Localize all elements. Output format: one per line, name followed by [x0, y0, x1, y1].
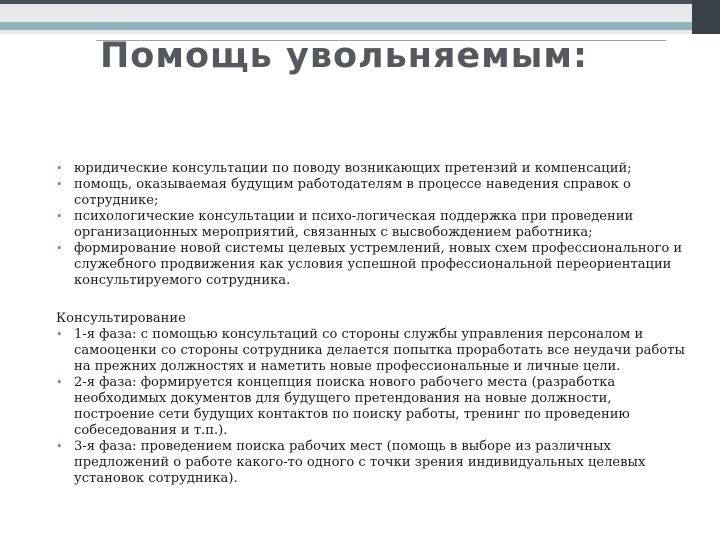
list-item-text: формирование новой системы целевых устремлений, новых схем профессионального и служебного продвижения как условия успешной профессиональной переориентации консультируемого сотрудника. [74, 241, 683, 288]
bullet-icon: • [56, 440, 63, 453]
bullet-icon: • [56, 328, 63, 341]
list-item [56, 439, 692, 487]
slide-title: Помощь увольняемым: [100, 36, 589, 76]
list-item [56, 375, 692, 439]
list-item [56, 161, 692, 177]
list-item [56, 209, 692, 241]
list-item [56, 241, 692, 289]
bullet-icon: • [56, 376, 63, 389]
list-item [56, 327, 692, 375]
slide-content [56, 161, 692, 487]
header-accent-strip [0, 22, 692, 30]
list-item-text: 1-я фаза: с помощью консультаций со стороны службы управления персоналом и самооценки со стороны сотрудника делается попытка проработать все неудачи работы на прежних должностях и наметить новые профессиональные и личные цели. [74, 327, 685, 374]
bullet-icon: • [56, 162, 63, 175]
bullet-icon: • [56, 178, 63, 191]
header-dark-cap [0, 0, 720, 4]
list-item-text: 2-я фаза: формируется концепция поиска нового рабочего места (разработка необходимых документов для будущего претендования на новые должности, построение сети будущих контактов по поиску работы, тренинг по проведению собеседования и т.п.). [74, 375, 630, 438]
bullet-icon: • [56, 242, 63, 255]
section-heading: Консультирование [56, 311, 186, 326]
list-item-text: 3-я фаза: проведением поиска рабочих мест (помощь в выборе из различных предложений о работе какого-то одного с точки зрения индивидуальных целевых установок сотрудника). [74, 439, 646, 486]
bullet-list-top [56, 161, 692, 289]
header-corner-block [692, 0, 720, 34]
list-item-text: юридические консультации по поводу возникающих претензий и компенсаций; [74, 161, 632, 176]
header-band [0, 0, 720, 34]
bullet-icon: • [56, 210, 63, 223]
bullet-list-bottom [56, 327, 692, 487]
list-item-text: помощь, оказываемая будущим работодателям в процессе наведения справок о сотруднике; [74, 177, 631, 208]
list-item [56, 177, 692, 209]
list-item-text: психологические консультации и психо-логическая поддержка при проведении организационных мероприятий, связанных с высвобождением работника; [74, 209, 634, 240]
